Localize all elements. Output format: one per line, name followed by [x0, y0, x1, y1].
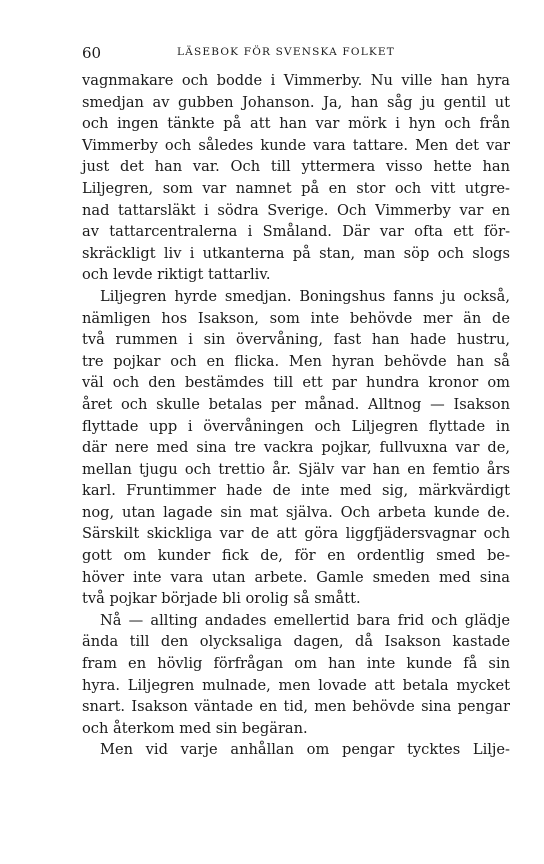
paragraph-end-line: och återkom med sin begäran. [82, 719, 308, 737]
text-line: av tattarcentralerna i Småland. Där var ofta ett för- [82, 223, 510, 241]
text-line: väl och den bestämdes till ett par hundra kronor om [82, 374, 510, 392]
text-line: Vimmerby och således kunde vara tattare. Men det var [82, 136, 510, 154]
text-line: tre pojkar och en flicka. Men hyran behövde han så [82, 352, 510, 370]
page-number: 60 [82, 44, 102, 62]
paragraph-end-line: och levde riktigt tattarliv. [82, 266, 271, 284]
text-line: Liljegren, som var namnet på en stor och vitt utgre- [82, 179, 510, 197]
running-header [82, 44, 510, 70]
text-line: året och skulle betalas per månad. Alltnog — Isakson [82, 395, 510, 413]
text-line: nad tattarsläkt i södra Sverige. Och Vimmerby var en [82, 201, 510, 219]
text-line: skräckligt liv i utkanterna på stan, man söp och slogs [82, 244, 510, 262]
paragraph-start-line: Men vid varje anhållan om pengar tycktes Lilje- [100, 741, 510, 759]
text-line: mellan tjugu och trettio år. Själv var han en femtio års [82, 460, 510, 478]
text-line: två rummen i sin övervåning, fast han hade hustru, [82, 331, 510, 349]
text-line: Särskilt skickliga var de att göra liggfjädersvagnar och [82, 525, 510, 543]
body-text [82, 70, 510, 761]
text-line: snart. Isakson väntade en tid, men behövde sina pengar [82, 698, 510, 716]
text-line: gott om kunder fick de, för en ordentlig smed be- [82, 547, 510, 565]
text-line: smedjan av gubben Johanson. Ja, han såg ju gentil ut [82, 93, 510, 111]
text-line: flyttade upp i övervåningen och Liljegren flyttade in [82, 417, 510, 435]
text-line: fram en hövlig förfrågan om han inte kunde få sin [82, 655, 510, 673]
paragraph-end-line: två pojkar började bli orolig så smått. [82, 590, 361, 608]
text-line: karl. Fruntimmer hade de inte med sig, märkvärdigt [82, 482, 510, 500]
text-line: just det han var. Och till yttermera visso hette han [82, 158, 510, 176]
paragraph-start-line: Liljegren hyrde smedjan. Boningshus fanns ju också, [100, 287, 510, 305]
text-line: ända till den olycksaliga dagen, då Isakson kastade [82, 633, 510, 651]
text-line: höver inte vara utan arbete. Gamle smeden med sina [82, 568, 510, 586]
text-line: vagnmakare och bodde i Vimmerby. Nu ville han hyra [82, 72, 510, 89]
book-page [82, 44, 510, 761]
text-line: hyra. Liljegren mulnade, men lovade att betala mycket [82, 676, 510, 694]
paragraph-start-line: Nå — allting andades emellertid bara frid och glädje [100, 611, 510, 629]
text-line: där nere med sina tre vackra pojkar, fullvuxna var de, [82, 439, 510, 457]
text-line: och ingen tänkte på att han var mörk i hyn och från [82, 115, 510, 133]
text-line: nämligen hos Isakson, som inte behövde mer än de [82, 309, 510, 327]
running-title: LÄSEBOK FÖR SVENSKA FOLKET [177, 46, 395, 58]
text-line: nog, utan lagade sin mat själva. Och arbeta kunde de. [82, 503, 510, 521]
